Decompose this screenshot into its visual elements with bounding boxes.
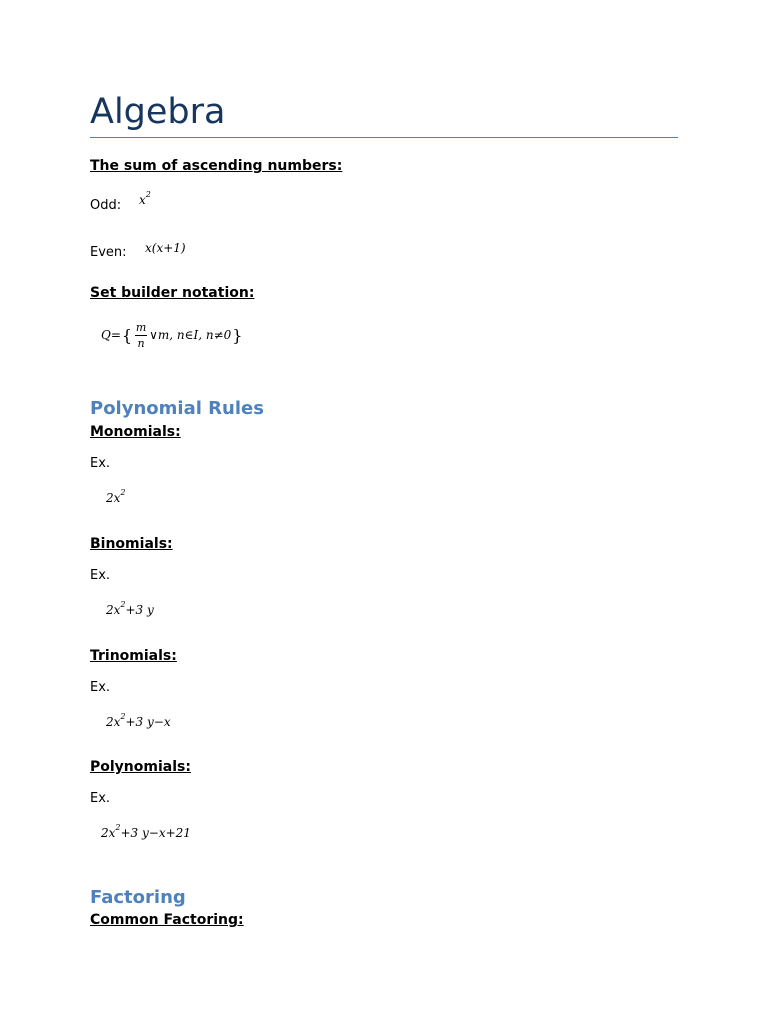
even-formula: x(x+1)	[145, 241, 186, 255]
trinomials-heading: Trinomials:	[90, 648, 177, 664]
monomials-heading: Monomials:	[90, 424, 181, 440]
factoring-heading: Factoring	[90, 887, 186, 908]
monomials-example	[106, 490, 126, 506]
set-builder-condition: ∨m, n∈I, n≠0	[149, 328, 232, 342]
page-title: Algebra	[90, 92, 226, 132]
polynomials-example-exp: 2	[115, 823, 121, 832]
monomials-example-exp: 2	[120, 488, 126, 497]
fraction-bar	[135, 335, 147, 336]
polynomials-example-term: 2x	[101, 826, 116, 840]
polynomials-ex-label: Ex.	[90, 791, 111, 806]
binomials-heading: Binomials:	[90, 536, 173, 552]
binomials-ex-label: Ex.	[90, 568, 111, 583]
fraction-denominator: n	[137, 336, 145, 350]
set-builder-heading: Set builder notation:	[90, 285, 255, 301]
binomials-example-exp: 2	[120, 600, 126, 609]
trinomials-ex-label: Ex.	[90, 680, 111, 695]
trinomials-example-exp: 2	[120, 712, 126, 721]
trinomials-example	[106, 714, 171, 730]
set-builder-close-brace: }	[232, 325, 243, 345]
set-builder-open-brace: {	[121, 325, 133, 345]
polynomials-example-tail: +3 y−x+21	[120, 826, 191, 840]
monomials-example-term: 2x	[106, 491, 121, 505]
set-builder-formula	[101, 318, 243, 352]
title-underline	[90, 137, 678, 138]
odd-formula	[139, 192, 151, 208]
trinomials-example-term: 2x	[106, 715, 121, 729]
ascending-heading: The sum of ascending numbers:	[90, 158, 343, 174]
odd-formula-exp: 2	[145, 190, 151, 199]
even-label: Even:	[90, 245, 127, 260]
set-builder-lhs: Q=	[101, 328, 121, 342]
fraction-numerator: m	[135, 320, 147, 334]
set-builder-fraction	[135, 321, 147, 350]
polynomials-heading: Polynomials:	[90, 759, 191, 775]
monomials-ex-label: Ex.	[90, 456, 111, 471]
odd-label: Odd:	[90, 198, 122, 213]
common-factoring-heading: Common Factoring:	[90, 912, 244, 928]
polynomial-rules-heading: Polynomial Rules	[90, 398, 264, 419]
binomials-example-tail: +3 y	[125, 603, 154, 617]
binomials-example-term: 2x	[106, 603, 121, 617]
binomials-example	[106, 602, 154, 618]
polynomials-example	[101, 825, 191, 841]
trinomials-example-tail: +3 y−x	[125, 715, 171, 729]
odd-formula-base: x	[139, 193, 146, 207]
